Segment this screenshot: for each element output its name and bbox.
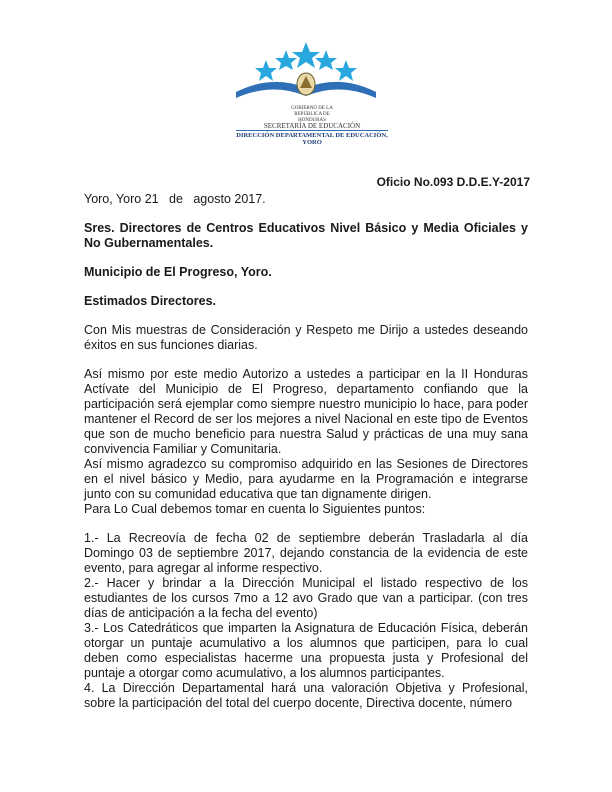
date-de: de bbox=[169, 192, 183, 206]
gov-line: GOBIERNO DE LA REPÚBLICA DE HONDURAS bbox=[291, 106, 333, 123]
letter-body bbox=[84, 192, 528, 711]
list-item: 3.- Los Catedráticos que imparten la Asignatura de Educación Física, deberán otorgar un puntaje acumulativo a los alumnos que participen, para lo cual deben como especialistas hacerme una propuesta justa y Profesional del puntaje a otorgar como acumulativo, a los alumnos participantes. bbox=[84, 621, 528, 680]
date-place: Yoro, Yoro 21 bbox=[84, 192, 159, 206]
paragraph-4: Para Lo Cual debemos tomar en cuenta lo Siguientes puntos: bbox=[84, 502, 426, 516]
paragraph-1: Con Mis muestras de Consideración y Respeto me Dirijo a ustedes deseando éxitos en sus funciones diarias. bbox=[84, 323, 528, 352]
list-item: 1.- La Recreovía de fecha 02 de septiembre deberán Trasladarla al día Domingo 03 de septiembre 2017, dejando constancia de la evidencia de este evento, para agregar al informe respectivo. bbox=[84, 531, 528, 575]
secretaria-logo-icon bbox=[232, 36, 380, 108]
direccion-line: DIRECCIÓN DEPARTAMENTAL DE EDUCACIÓN, YORO bbox=[236, 132, 388, 146]
municipio: Municipio de El Progreso, Yoro. bbox=[84, 265, 272, 279]
salutation: Estimados Directores. bbox=[84, 294, 216, 308]
recipients: Sres. Directores de Centros Educativos Nivel Básico y Media Oficiales y No Gubernamentales. bbox=[84, 221, 528, 250]
date-rest: agosto 2017. bbox=[193, 192, 266, 206]
list-item: 4. La Dirección Departamental hará una valoración Objetiva y Profesional, sobre la participación del total del cuerpo docente, Directiva docente, número bbox=[84, 681, 528, 710]
letterhead bbox=[0, 36, 612, 146]
paragraph-3: Así mismo agradezco su compromiso adquirido en las Sesiones de Directores en el nivel básico y Medio, para ayudarme en la Programación e integrarse junto con su comunidad educativa que tan dignamente dirigen. bbox=[84, 457, 528, 501]
letterhead-divider bbox=[236, 130, 388, 131]
list-item: 2.- Hacer y brindar a la Dirección Municipal el listado respectivo de los estudiantes de los cursos 7mo a 12 avo Grado que van a participar. (con tres días de anticipación a la fecha del evento) bbox=[84, 576, 528, 620]
secretaria-line: SECRETARÍA DE EDUCACIÓN bbox=[263, 122, 361, 130]
paragraph-2: Así mismo por este medio Autorizo a ustedes a participar en la II Honduras Actívate del Municipio de El Progreso, departamento confiando que la participación será ejemplar como siempre nuestro municipio lo hace, para poder mantener el Record de ser los mejores a nivel Nacional en este tipo de Eventos que son de mucho beneficio para nuestra Salud y prácticas de una muy sana convivencia Familiar y Comunitaria. bbox=[84, 367, 528, 456]
date-line bbox=[84, 192, 528, 207]
oficio-number: Oficio No.093 D.D.E.Y-2017 bbox=[376, 175, 530, 189]
